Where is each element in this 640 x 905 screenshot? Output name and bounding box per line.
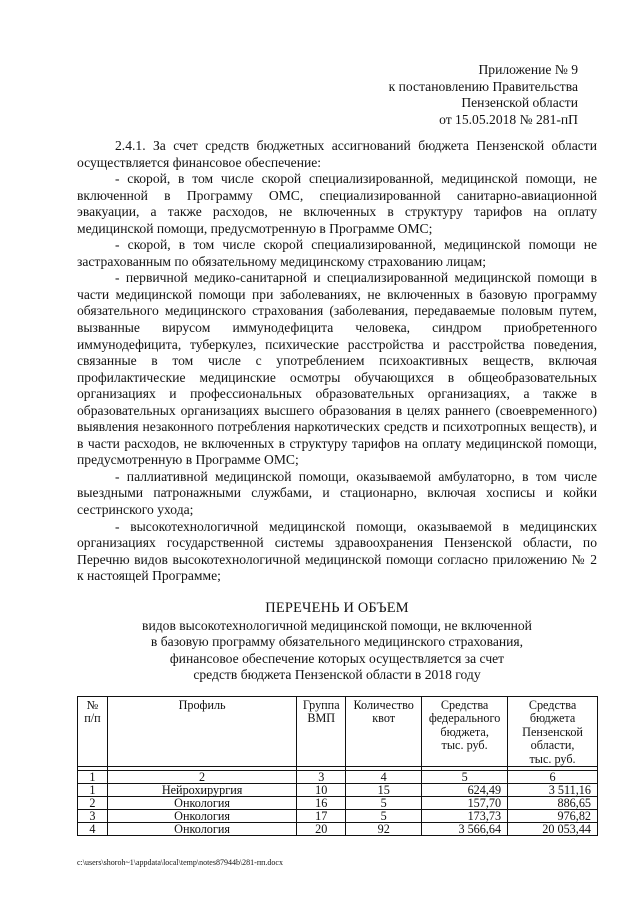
header-number: № п/п [78,697,108,767]
table-cell: 1 [78,784,108,797]
table-cell: 2 [107,771,296,784]
appendix-line: к постановлению Правительства [388,78,578,94]
table-cell: 92 [346,823,422,836]
vmp-table [77,696,598,836]
table-cell: 6 [508,771,598,784]
section-heading [77,600,597,684]
header-profile: Профиль [107,697,296,767]
table-cell: 5 [422,771,508,784]
table-row [78,784,598,797]
table-cell: 20 [297,823,346,836]
paragraph: - высокотехнологичной медицинской помощи, оказываемой в медицинских организациях государственной системы здравоохранения Пензенской области, по Перечню видов высокотехнологичной медицинской помощи согласно приложению № 2 к настоящей Программе; [77,518,597,584]
table-cell: 20 053,44 [508,823,598,836]
heading-line: средств бюджета Пензенской области в 2018 году [193,667,481,682]
table-index-row [78,771,598,784]
table-cell: 16 [297,797,346,810]
header-quota: Количество квот [346,697,422,767]
paragraph: 2.4.1. За счет средств бюджетных ассигнований бюджета Пензенской области осуществляется финансовое обеспечение: [77,138,597,170]
table-cell: 1 [78,771,108,784]
table-cell: 3 [78,810,108,823]
appendix-line: Пензенской области [461,95,578,110]
table-cell: 157,70 [422,797,508,810]
table-cell: Онкология [107,823,296,836]
paragraph: - скорой, в том числе скорой специализированной, медицинской помощи, не включенной в Программу ОМС, специализированной санитарно-авиационной эвакуации, а также расходов, не включенных в структуру тарифов на оплату медицинской помощи, предусмотренную в Программе ОМС; [77,171,597,236]
table-cell: 976,82 [508,810,598,823]
table-cell: 2 [78,797,108,810]
table-cell: 5 [346,810,422,823]
table-row [78,810,598,823]
appendix-line: Приложение № 9 [478,62,578,77]
table-cell: 886,65 [508,797,598,810]
table-row [78,797,598,810]
table-cell: 5 [346,797,422,810]
table-cell: 3 566,64 [422,823,508,836]
heading-line: видов высокотехнологичной медицинской помощи, не включенной [142,617,532,633]
table-cell: 624,49 [422,784,508,797]
table-cell: 173,73 [422,810,508,823]
table-header-row [78,697,598,767]
table-row [78,823,598,836]
header-group: Группа ВМП [297,697,346,767]
header-federal-budget: Средства федерального бюджета, тыс. руб. [422,697,508,767]
table-cell: 4 [346,771,422,784]
body-text [77,138,597,585]
file-path-footer: c:\users\shoroh~1\appdata\local\temp\notes87944b\281-пп.docx [77,858,283,867]
table-cell: 3 [297,771,346,784]
heading-line: в базовую программу обязательного медицинского страхования, [150,634,524,649]
table-cell: Онкология [107,797,296,810]
paragraph: - паллиативной медицинской помощи, оказываемой амбулаторно, в том числе выездными патронажными службами, и стационарно, включая хосписы и койки сестринского ухода; [77,468,597,518]
table-cell: 17 [297,810,346,823]
paragraph: - первичной медико-санитарной и специализированной медицинской помощи в части медицинской помощи при заболеваниях, не включенных в базовую программу обязательного медицинского страхования (заболевания, передаваемые половым путем, вызванные вирусом иммунодефицита человека, синдром приобретенного иммунодефицита, туберкулез, психические расстройства и расстройства поведения, связанные в том числе с употреблением психоактивных веществ, включая профилактические медицинские осмотры обучающихся в общеобразовательных организациях и профессиональных образовательных организациях, а также в образовательных организациях высшего образования в целях раннего (своевременного) выявления незаконного потребления наркотических средств и психотропных веществ), и в части расходов, не включенных в структуру тарифов на оплату медицинской помощи, предусмотренную в Программе ОМС; [77,270,597,468]
paragraph: - скорой, в том числе скорой специализированной, медицинской помощи не застрахованным по обязательному медицинскому страхованию лицам; [77,237,597,269]
heading-line: финансовое обеспечение которых осуществляется за счет [169,650,505,666]
appendix-header [338,62,578,128]
header-regional-budget: Средства бюджета Пензенской области, тыс. руб. [508,697,598,767]
table-cell: 15 [346,784,422,797]
table-cell: Нейрохирургия [107,784,296,797]
table-cell: 4 [78,823,108,836]
appendix-line: от 15.05.2018 № 281-пП [439,111,578,127]
table-cell: Онкология [107,810,296,823]
table-cell: 10 [297,784,346,797]
heading-title: ПЕРЕЧЕНЬ И ОБЪЕМ [265,600,409,616]
table-cell: 3 511,16 [508,784,598,797]
